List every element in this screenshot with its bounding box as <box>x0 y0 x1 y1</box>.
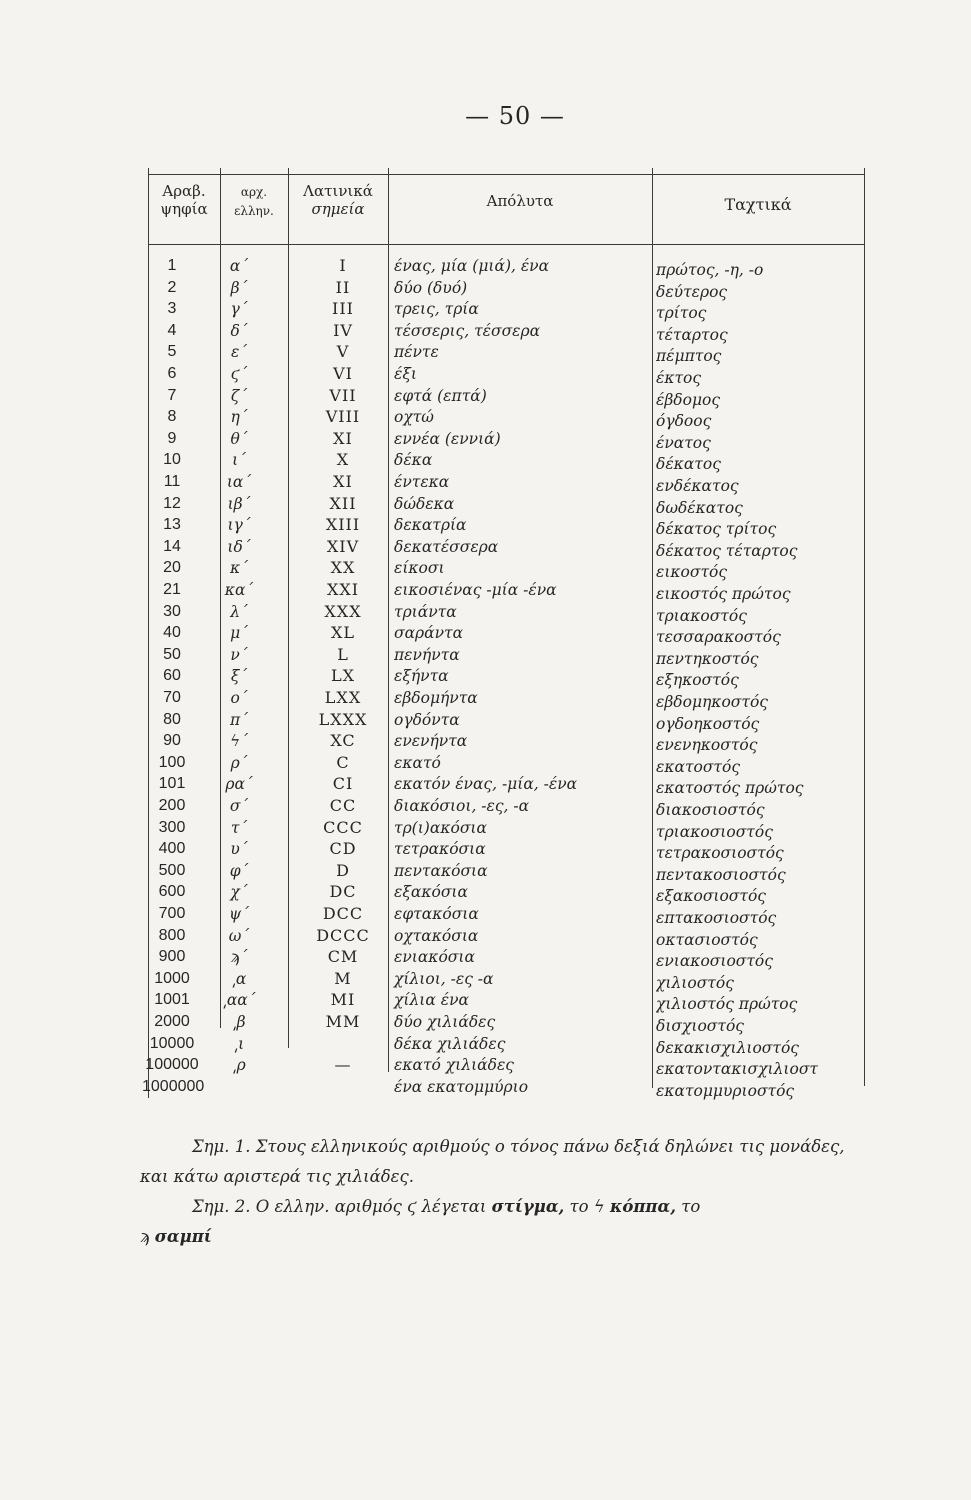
cell-greek: ψ΄ <box>229 905 249 923</box>
page-number: — 50 — <box>465 102 565 130</box>
notes <box>140 1132 860 1252</box>
cell-greek: ͵ι <box>233 1034 245 1053</box>
cell-greek: ε΄ <box>230 343 248 362</box>
cell-arabic: 70 <box>163 689 181 706</box>
cell-roman: MM <box>325 1012 361 1031</box>
cell-cardinal: είκοσι <box>394 559 445 578</box>
table-row <box>148 990 888 1014</box>
cell-greek: δ΄ <box>230 321 248 340</box>
cell-arabic: 1000 <box>154 969 190 987</box>
cell-greek: α΄ <box>229 257 249 275</box>
table-row <box>142 1077 888 1100</box>
cell-cardinal: εικοσιένας -μία -ένα <box>394 581 557 599</box>
table-row <box>148 601 888 625</box>
table-row <box>148 407 888 431</box>
cell-greek: φ΄ <box>229 861 249 880</box>
cell-roman: II <box>335 277 351 297</box>
cell-greek: σ΄ <box>229 797 249 815</box>
cell-greek: χ΄ <box>230 883 248 902</box>
table-row <box>148 428 888 452</box>
cell-greek: ζ΄ <box>230 386 248 405</box>
cell-roman: C <box>336 752 350 772</box>
table-row <box>148 342 888 366</box>
cell-ordinal: έβδομος <box>656 390 721 409</box>
cell-roman: D <box>336 860 350 880</box>
cell-roman: VI <box>333 364 353 383</box>
cell-greek: ν΄ <box>230 645 248 664</box>
note-1: Σημ. 1. Στους ελληνικούς αριθμούς ο τόνος πάνω δεξιά δηλώνει τις μονάδες, και κάτω αριστερά τις χιλιάδες. <box>140 1137 845 1186</box>
cell-arabic: 300 <box>158 818 186 836</box>
cell-greek: ιγ΄ <box>227 516 251 535</box>
header-cardinal: Απόλυτα <box>486 192 554 210</box>
header-latin-line1: Λατινικά <box>303 182 373 200</box>
numerals-table <box>142 168 864 1100</box>
cell-cardinal: τρεις, τρία <box>394 300 479 319</box>
cell-arabic: 11 <box>163 473 181 490</box>
cell-ordinal: όγδοος <box>656 412 712 431</box>
cell-cardinal: πενήντα <box>394 645 460 664</box>
table-row <box>148 1034 888 1057</box>
cell-arabic: 500 <box>158 861 186 879</box>
cell-ordinal: οκτασιοστός <box>656 930 758 949</box>
note-2-koppa: κόππα, <box>609 1197 676 1216</box>
cell-roman: CC <box>329 796 357 815</box>
cell-arabic: 5 <box>167 343 177 361</box>
cell-arabic: 1001 <box>154 991 190 1009</box>
cell-cardinal: οχτώ <box>394 408 434 427</box>
cell-arabic: 700 <box>158 905 186 922</box>
cell-roman: III <box>332 299 354 319</box>
cell-arabic: 100000 <box>145 1056 199 1074</box>
cell-ordinal: εκατοστός <box>656 757 741 776</box>
cell-ordinal: τετρακοσιοστός <box>656 844 784 863</box>
cell-roman: XI <box>333 472 353 491</box>
table-row <box>148 796 888 819</box>
cell-cardinal: εφτά (επτά) <box>394 386 487 405</box>
cell-roman: DCCC <box>316 925 370 945</box>
cell-arabic: 3 <box>167 300 177 318</box>
header-arabic <box>148 182 220 218</box>
cell-arabic: 20 <box>163 559 181 577</box>
cell-ordinal: τεσσαρακοστός <box>656 628 781 647</box>
table-row <box>148 882 888 906</box>
cell-greek: β΄ <box>230 278 248 297</box>
note-2-koppa-symbol: το ϟ <box>569 1197 605 1216</box>
cell-roman: MI <box>330 990 356 1010</box>
cell-roman: X <box>336 450 350 470</box>
cell-ordinal: χιλιοστός <box>656 973 734 992</box>
cell-ordinal: τρίτος <box>656 304 707 323</box>
cell-greek: ϛ΄ <box>230 365 248 383</box>
cell-cardinal: εκατό χιλιάδες <box>394 1056 514 1075</box>
cell-ordinal: πρώτος, -η, -ο <box>656 261 764 279</box>
cell-cardinal: σαράντα <box>394 624 464 643</box>
cell-cardinal: τέσσερις, τέσσερα <box>394 321 541 340</box>
cell-greek: π΄ <box>230 710 248 729</box>
table-row <box>148 860 888 884</box>
cell-ordinal: εκατοστός πρώτος <box>656 779 804 798</box>
cell-roman: XL <box>330 623 355 643</box>
cell-cardinal: ογδόντα <box>394 710 460 729</box>
table-row <box>148 925 888 949</box>
table-row <box>148 774 888 798</box>
table-row <box>148 839 888 863</box>
cell-arabic: 1000000 <box>142 1077 205 1095</box>
table-row <box>148 320 888 344</box>
cell-ordinal: δισχιοστός <box>656 1017 744 1035</box>
cell-ordinal: εξακοσιοστός <box>656 887 766 906</box>
cell-greek: ιβ΄ <box>227 494 251 513</box>
table-row <box>148 450 888 474</box>
cell-arabic: 400 <box>158 840 186 858</box>
note-2 <box>140 1192 860 1222</box>
cell-arabic: 800 <box>158 926 186 944</box>
cell-cardinal: δύο χιλιάδες <box>394 1013 496 1031</box>
table-row <box>148 299 888 323</box>
cell-ordinal: δεκακισχιλιοστός <box>656 1038 799 1057</box>
cell-cardinal: δεκατέσσερα <box>394 537 499 556</box>
cell-greek: ͵α <box>231 969 247 988</box>
table-row <box>148 558 888 582</box>
cell-roman: CM <box>327 947 359 967</box>
cell-roman: DC <box>329 882 357 902</box>
cell-cardinal: εννέα (εννιά) <box>394 429 501 448</box>
cell-cardinal: τετρακόσια <box>394 840 486 859</box>
cell-cardinal: διακόσιοι, -ες, -α <box>394 797 530 815</box>
cell-cardinal: δεκατρία <box>394 516 467 535</box>
cell-arabic: 13 <box>163 516 181 534</box>
cell-roman: CD <box>329 839 357 859</box>
table-row <box>148 709 888 733</box>
cell-cardinal: τριάντα <box>394 602 457 621</box>
cell-cardinal: τρ(ι)ακόσια <box>394 818 487 837</box>
table-row <box>148 493 888 517</box>
cell-ordinal: ενενηκοστός <box>656 736 758 755</box>
cell-roman: XI <box>333 428 353 448</box>
cell-arabic: 40 <box>163 624 181 642</box>
table-row <box>148 688 888 711</box>
table-row <box>148 472 888 495</box>
cell-greek: ͵αα΄ <box>222 991 256 1010</box>
cell-arabic: 21 <box>163 581 181 598</box>
cell-arabic: 600 <box>158 883 186 901</box>
cell-roman: XIII <box>325 515 361 535</box>
cell-greek: ϡ΄ <box>230 948 248 967</box>
header-arabic-line1: Αραβ. <box>162 182 206 200</box>
cell-greek: τ΄ <box>230 818 248 837</box>
note-2-stigma: στίγμα, <box>491 1197 565 1216</box>
table-row <box>148 752 888 776</box>
cell-cardinal: δέκα <box>394 451 433 470</box>
cell-greek: λ΄ <box>230 602 248 621</box>
cell-roman: VIII <box>325 407 361 427</box>
cell-arabic: 90 <box>163 732 181 750</box>
cell-cardinal: ένα εκατομμύριο <box>394 1077 529 1096</box>
cell-arabic: 80 <box>163 710 181 728</box>
cell-ordinal: έκτος <box>656 369 702 387</box>
cell-greek: γ΄ <box>230 300 248 319</box>
cell-ordinal: εξηκοστός <box>656 671 739 690</box>
cell-cardinal: εκατό <box>394 753 441 772</box>
cell-cardinal: εφτακόσια <box>394 905 479 923</box>
cell-roman: IV <box>333 320 353 340</box>
cell-arabic: 900 <box>158 948 186 966</box>
cell-greek: ρ΄ <box>230 753 248 772</box>
cell-roman: XX <box>330 558 356 578</box>
cell-cardinal: δύο (δυό) <box>394 278 468 297</box>
cell-ordinal: πέμπτος <box>656 347 722 366</box>
cell-arabic: 101 <box>158 775 186 793</box>
cell-cardinal: δώδεκα <box>394 494 455 513</box>
cell-cardinal: εβδομήντα <box>394 689 478 707</box>
cell-greek: ω΄ <box>228 926 250 945</box>
cell-greek: η΄ <box>230 408 248 427</box>
cell-cardinal: εξήντα <box>394 667 449 686</box>
sampi-symbol: ϡ <box>140 1227 150 1246</box>
cell-ordinal: δεύτερος <box>656 282 728 301</box>
cell-greek: υ΄ <box>230 840 248 859</box>
cell-ordinal: εκατοντακισχιλιοστ <box>656 1060 819 1079</box>
table-row <box>148 968 888 992</box>
cell-cardinal: έξι <box>394 365 417 383</box>
cell-roman: L <box>337 644 349 664</box>
cell-roman: — <box>334 1055 352 1075</box>
cell-roman: XII <box>329 493 357 513</box>
cell-roman: XIV <box>326 536 360 556</box>
cell-roman: XC <box>330 731 356 751</box>
cell-ordinal: δέκατος <box>656 455 721 474</box>
note-2-to: το <box>681 1197 701 1216</box>
cell-cardinal: εξακόσια <box>394 883 468 902</box>
cell-cardinal: δέκα χιλιάδες <box>394 1034 506 1053</box>
cell-greek: ρα΄ <box>225 775 253 794</box>
table-row <box>148 385 888 409</box>
table-header-rule <box>148 244 864 245</box>
table-row <box>148 277 888 301</box>
cell-arabic: 60 <box>163 667 181 685</box>
cell-arabic: 50 <box>163 645 181 663</box>
cell-arabic: 200 <box>158 797 186 814</box>
cell-roman: DCC <box>322 904 364 923</box>
table-row <box>148 1012 888 1035</box>
cell-ordinal: εκατομμυριοστός <box>656 1081 795 1100</box>
table-top-rule <box>148 174 864 175</box>
cell-ordinal: τριακοσιοστός <box>656 822 773 841</box>
cell-ordinal: ογδοηκοστός <box>656 714 760 733</box>
cell-ordinal: δέκατος τέταρτος <box>656 541 798 560</box>
cell-greek: ϟ΄ <box>230 732 248 751</box>
header-latin-line2: σημεία <box>311 200 365 218</box>
table-row <box>148 623 888 647</box>
table-row <box>148 904 888 927</box>
cell-arabic: 8 <box>167 408 177 426</box>
cell-roman: I <box>339 256 347 275</box>
cell-greek: κ΄ <box>230 559 248 578</box>
cell-arabic: 14 <box>163 537 181 555</box>
cell-roman: XXX <box>324 601 362 621</box>
cell-arabic: 6 <box>167 365 177 382</box>
cell-ordinal: εβδομηκοστός <box>656 693 768 711</box>
cell-roman: V <box>336 342 350 362</box>
cell-ordinal: τέταρτος <box>656 325 728 344</box>
cell-cardinal: οχτακόσια <box>394 926 479 945</box>
cell-cardinal: χίλια ένα <box>394 991 469 1010</box>
cell-greek: μ΄ <box>230 624 248 643</box>
table-row <box>148 364 888 387</box>
cell-roman: LXX <box>324 688 362 707</box>
cell-roman: CI <box>332 774 354 794</box>
cell-greek: ι΄ <box>232 451 246 470</box>
cell-greek: κα΄ <box>224 581 254 599</box>
cell-cardinal: ένας, μία (μιά), ένα <box>394 257 550 275</box>
header-greek <box>220 182 288 220</box>
cell-ordinal: ενδέκατος <box>656 477 739 495</box>
cell-cardinal: εκατόν ένας, -μία, -ένα <box>394 775 578 794</box>
cell-ordinal: διακοσιοστός <box>656 801 765 819</box>
cell-greek: ιδ΄ <box>227 537 251 556</box>
cell-roman: LXXX <box>318 709 368 729</box>
table-row <box>148 515 888 539</box>
note-2-prefix: Σημ. 2. Ο ελλην. αριθμός ϛ λέγεται <box>192 1197 487 1216</box>
cell-cardinal: πέντε <box>394 343 439 362</box>
cell-arabic: 30 <box>163 602 181 620</box>
cell-cardinal: ενενήντα <box>394 732 468 751</box>
cell-arabic: 9 <box>167 429 177 447</box>
cell-greek: ͵β <box>232 1013 246 1031</box>
cell-ordinal: ενιακοσιοστός <box>656 952 773 971</box>
header-greek-line2: ελλην. <box>234 204 274 218</box>
cell-ordinal: δωδέκατος <box>656 498 743 517</box>
table-row <box>148 817 888 841</box>
cell-arabic: 1 <box>167 257 177 274</box>
cell-arabic: 10 <box>163 451 181 469</box>
cell-greek: θ΄ <box>230 429 248 448</box>
cell-arabic: 2000 <box>154 1013 190 1030</box>
cell-arabic: 7 <box>167 386 177 404</box>
cell-cardinal: χίλιοι, -ες -α <box>394 969 494 988</box>
cell-arabic: 12 <box>163 494 181 512</box>
cell-cardinal: ενιακόσια <box>394 948 475 967</box>
table-row <box>148 256 888 279</box>
cell-ordinal: επτακοσιοστός <box>656 909 777 927</box>
cell-greek: ͵ρ <box>232 1056 246 1075</box>
cell-ordinal: εικοστός πρώτος <box>656 585 791 603</box>
table-row <box>148 666 888 690</box>
cell-greek: ια΄ <box>226 473 252 491</box>
header-greek-line1: αρχ. <box>240 185 268 199</box>
cell-cardinal: έντεκα <box>394 473 450 491</box>
table-row <box>148 644 888 668</box>
header-latin <box>288 182 388 218</box>
cell-ordinal: πεντακοσιοστός <box>656 865 786 884</box>
cell-cardinal: πεντακόσια <box>394 861 488 880</box>
header-arabic-line2: ψηφία <box>160 200 208 218</box>
cell-roman: XXI <box>326 580 360 599</box>
cell-ordinal: ένατος <box>656 433 711 452</box>
note-2-sampi: σαμπί <box>154 1227 212 1246</box>
cell-arabic: 10000 <box>149 1034 195 1052</box>
cell-ordinal: τριακοστός <box>656 606 747 625</box>
cell-ordinal: χιλιοστός πρώτος <box>656 995 798 1014</box>
cell-ordinal: δέκατος τρίτος <box>656 520 777 539</box>
cell-arabic: 2 <box>167 278 177 296</box>
cell-ordinal: πεντηκοστός <box>656 649 759 668</box>
table-row <box>148 947 888 971</box>
header-ordinal: Ταχτικά <box>724 195 792 214</box>
cell-greek: ξ΄ <box>230 667 248 686</box>
cell-roman: M <box>334 968 352 988</box>
cell-ordinal: εικοστός <box>656 563 728 582</box>
cell-roman: CCC <box>323 817 363 837</box>
table-row <box>145 1055 888 1079</box>
note-2-continued <box>140 1222 860 1252</box>
cell-roman: VII <box>329 385 357 405</box>
cell-arabic: 100 <box>158 753 186 771</box>
cell-roman: LX <box>330 666 355 686</box>
table-row <box>148 580 888 603</box>
table-row <box>148 536 888 560</box>
cell-greek: ο΄ <box>230 689 248 707</box>
cell-arabic: 4 <box>167 321 177 339</box>
table-row <box>148 731 888 755</box>
